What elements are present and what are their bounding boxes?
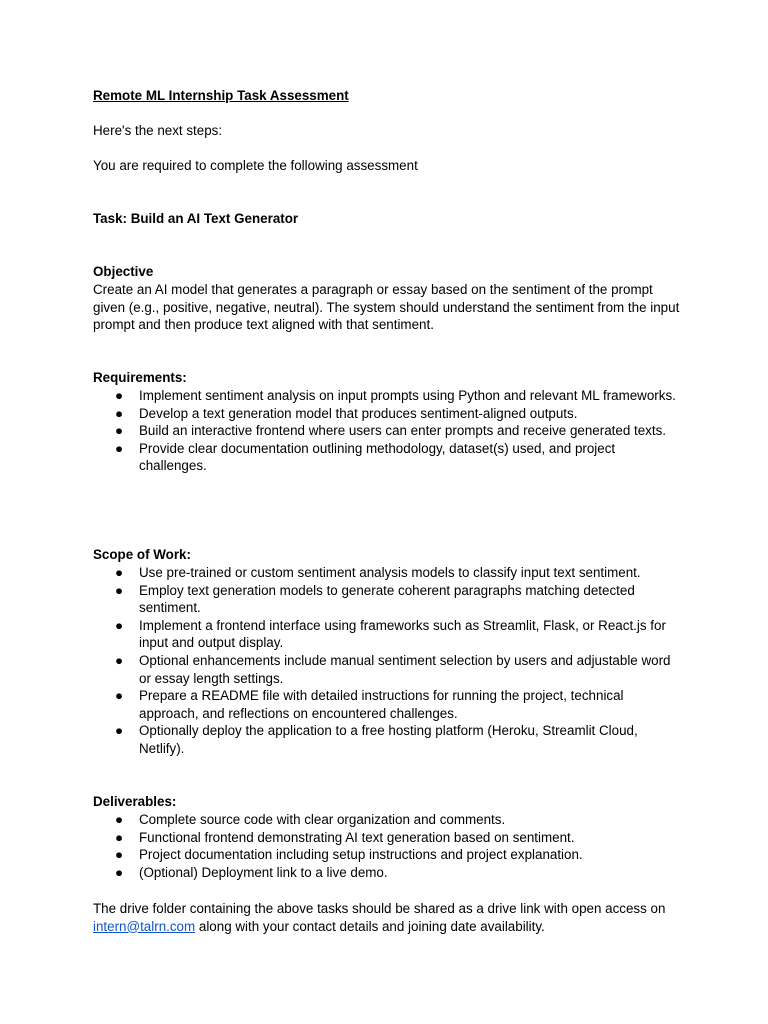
intro-line-2: You are required to complete the following assessment — [93, 158, 418, 173]
bullet-icon: ● — [115, 723, 124, 739]
bullet-icon: ● — [115, 847, 124, 863]
list-item — [93, 617, 683, 652]
list-item — [93, 582, 683, 617]
bullet-icon: ● — [115, 829, 124, 845]
list-item-text: Complete source code with clear organization and comments. — [139, 812, 506, 827]
list-item-text: Optionally deploy the application to a free hosting platform (Heroku, Streamlit Cloud, Netlify). — [139, 723, 638, 756]
list-item — [93, 722, 683, 757]
list-item-text: Develop a text generation model that produces sentiment-aligned outputs. — [139, 405, 578, 421]
list-item — [93, 829, 683, 847]
bullet-icon: ● — [115, 565, 124, 580]
bullet-icon: ● — [115, 617, 124, 633]
list-item-text: (Optional) Deployment link to a live demo. — [139, 864, 388, 880]
list-item — [93, 652, 683, 687]
list-item-text: Provide clear documentation outlining methodology, dataset(s) used, and project challenges. — [139, 440, 616, 474]
bullet-icon: ● — [115, 652, 124, 668]
closing-text-after: along with your contact details and joining date availability. — [195, 918, 545, 934]
list-item — [93, 811, 683, 829]
bullet-icon: ● — [115, 388, 124, 403]
list-item — [93, 422, 683, 440]
list-item-text: Employ text generation models to generate coherent paragraphs matching detected sentiment. — [139, 582, 635, 616]
closing-text-before: The drive folder containing the above tasks should be shared as a drive link with open access on — [93, 901, 666, 916]
list-item — [93, 564, 683, 582]
list-item — [93, 405, 683, 423]
bullet-icon: ● — [115, 812, 124, 827]
bullet-icon: ● — [115, 864, 124, 880]
list-item-text: Build an interactive frontend where users can enter prompts and receive generated texts. — [139, 423, 666, 439]
list-item-text: Optional enhancements include manual sentiment selection by users and adjustable word or essay length settings. — [139, 652, 671, 686]
objective-text: Create an AI model that generates a paragraph or essay based on the sentiment of the prompt given (e.g., positive, negative, neutral). The system should understand the sentiment from the input prompt and then produce text aligned with that sentiment. — [93, 282, 680, 333]
list-item — [93, 846, 683, 864]
list-item-text: Prepare a README file with detailed instructions for running the project, technical approach, and reflections on encountered challenges. — [139, 688, 624, 721]
closing-paragraph — [93, 900, 683, 935]
list-item — [93, 387, 683, 405]
list-item-text: Implement sentiment analysis on input prompts using Python and relevant ML frameworks. — [139, 388, 676, 403]
scope-heading: Scope of Work: — [93, 547, 191, 562]
list-item-text: Functional frontend demonstrating AI text generation based on sentiment. — [139, 829, 575, 845]
list-item — [93, 864, 683, 882]
bullet-icon: ● — [115, 440, 124, 456]
requirements-heading: Requirements: — [93, 370, 187, 385]
document-title: Remote ML Internship Task Assessment — [93, 88, 349, 103]
list-item — [93, 440, 683, 475]
task-heading: Task: Build an AI Text Generator — [93, 211, 299, 226]
bullet-icon: ● — [115, 582, 124, 598]
list-item-text: Use pre-trained or custom sentiment analysis models to classify input text sentiment. — [139, 565, 641, 580]
list-item-text: Project documentation including setup instructions and project explanation. — [139, 847, 583, 863]
email-link[interactable]: intern@talrn.com — [93, 918, 196, 934]
list-item-text: Implement a frontend interface using frameworks such as Streamlit, Flask, or React.js for input and output display. — [139, 617, 666, 651]
deliverables-list — [93, 811, 683, 881]
requirements-list — [93, 387, 683, 475]
scope-list — [93, 564, 683, 758]
bullet-icon: ● — [115, 405, 124, 421]
bullet-icon: ● — [115, 688, 124, 704]
bullet-icon: ● — [115, 423, 124, 439]
intro-line-1: Here's the next steps: — [93, 123, 223, 138]
objective-heading: Objective — [93, 264, 154, 279]
list-item — [93, 687, 683, 722]
deliverables-heading: Deliverables: — [93, 794, 177, 809]
